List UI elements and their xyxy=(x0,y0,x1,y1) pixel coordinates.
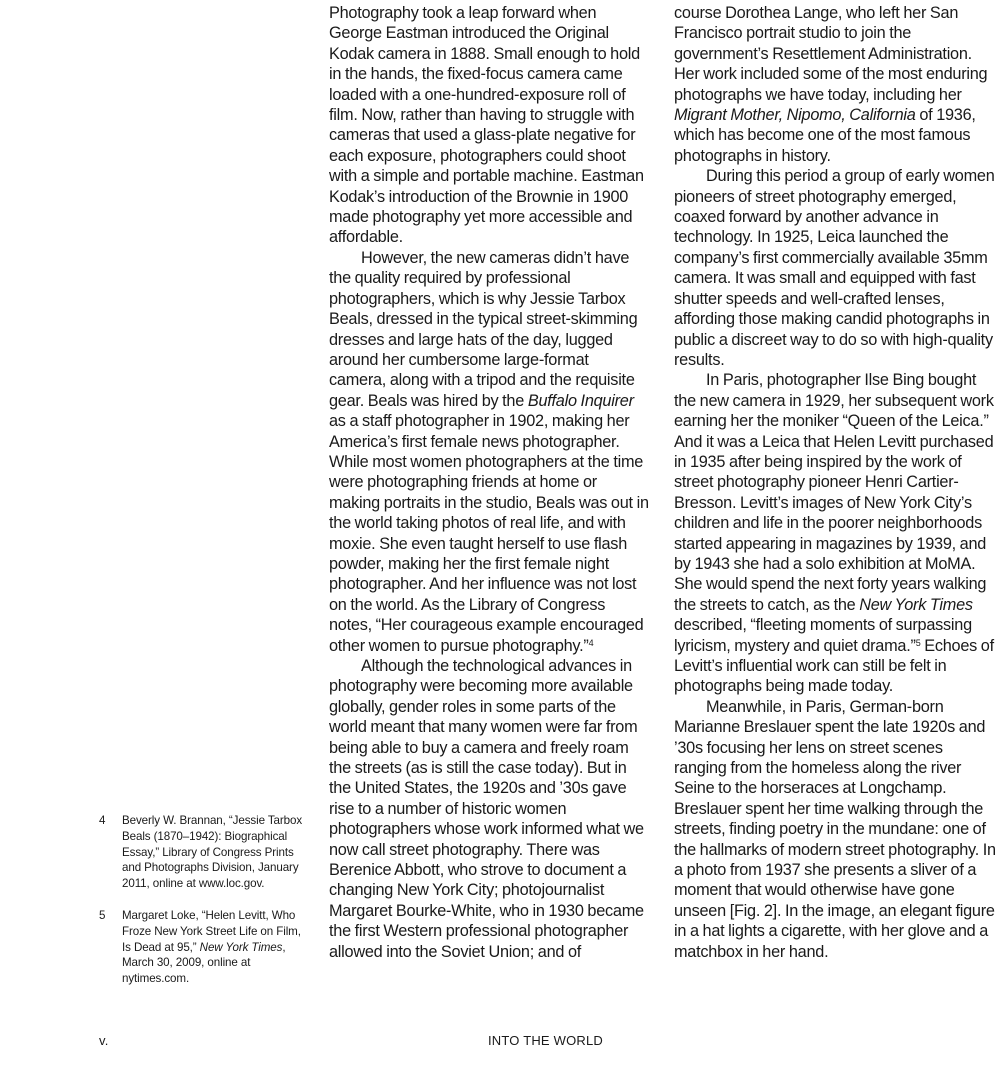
italic-title: Buffalo Inquirer xyxy=(527,391,634,410)
footnote xyxy=(99,908,304,987)
paragraph xyxy=(674,3,996,166)
paragraph xyxy=(329,3,649,248)
paragraph-text: described, “fleeting moments of surpassing lyricism, mystery and quiet drama.” xyxy=(674,616,972,655)
italic-title: New York Times xyxy=(859,595,973,614)
text-column-left xyxy=(329,3,649,962)
paragraph-text: During this period a group of early women pioneers of street photography emerged, coaxed forward by another advance in technology. In 1925, Leica launched the company’s first commercially available 35mm camera. It was small and equipped with fast shutter speeds and well-crafted lenses, affording those making candid photographs in public a discreet way to do so with high-quality results. xyxy=(674,167,995,369)
footnote-text: Margaret Loke, “Helen Levitt, Who Froze New York Street Life on Film, Is Dead at 95,” xyxy=(122,908,301,954)
paragraph xyxy=(674,697,996,962)
text-column-right xyxy=(674,3,996,962)
italic-title: New York Times xyxy=(199,940,283,954)
footnote-text: , March 30, 2009, online at nytimes.com. xyxy=(122,940,286,986)
footnotes xyxy=(99,813,304,1003)
paragraph xyxy=(674,370,996,697)
paragraph-text: Photography took a leap forward when George Eastman introduced the Original Kodak camera in 1888. Small enough to hold in the hands, the fixed-focus camera came loaded with a one-hundred-exposure roll of film. Now, rather than having to struggle with cameras that used a glass-plate negative for each exposure, photographers could shoot with a simple and portable machine. Eastman Kodak’s introduction of the Brownie in 1900 made photography yet more accessible and affordable. xyxy=(329,4,644,247)
running-title: INTO THE WORLD xyxy=(488,1033,603,1048)
paragraph-text: as a staff photographer in 1902, making her America’s first female news photographer. While most women photographers at the time were photographing friends at home or making portraits in the studio, Beals was out in the world taking photos of real life, and with moxie. She even taught herself to use flash powder, making her the first female night photographer. And her influence was not lost on the world. As the Library of Congress notes, “Her courageous example encouraged other women to pursue photography.” xyxy=(329,412,649,655)
footnote-reference[interactable]: 4 xyxy=(588,637,594,648)
footnote-number: 5 xyxy=(99,908,106,922)
paragraph-text: of 1936, which has become one of the most famous photographs in history. xyxy=(674,106,976,165)
paragraph xyxy=(329,656,649,962)
paragraph-text: course Dorothea Lange, who left her San Francisco portrait studio to join the government’s Resettlement Administration. Her work included some of the most enduring photographs we have today, including her xyxy=(674,4,988,104)
italic-title: Migrant Mother, Nipomo, California xyxy=(674,106,916,125)
footnote-reference[interactable]: 5 xyxy=(915,637,921,648)
footnote-number: 4 xyxy=(99,814,106,827)
paragraph-text: However, the new cameras didn’t have the quality required by professional photographers, which is why Jessie Tarbox Beals, dressed in the typical street-skimming dresses and large hats of the day, lugged around her cumbersome large-format camera, along with a tripod and the requisite gear. Beals was hired by the xyxy=(329,248,638,410)
footnote xyxy=(99,813,304,892)
paragraph xyxy=(674,166,996,370)
page-number: v. xyxy=(99,1033,109,1048)
footnote-text: Beverly W. Brannan, “Jessie Tarbox Beals (1870–1942): Biographical Essay,” Library of Congress Prints and Photographs Division, January 2011, online at www.loc.gov. xyxy=(122,814,303,891)
paragraph-text: Meanwhile, in Paris, German-born Marianne Breslauer spent the late 1920s and ’30s focusing her lens on street scenes ranging from the homeless along the river Seine to the horseraces at Longchamp. Breslauer spent her time walking through the streets, finding poetry in the mundane: one of the hallmarks of modern street photography. In a photo from 1937 she presents a sliver of a moment that would otherwise have gone unseen [Fig. 2]. In the image, an elegant figure in a hat lights a cigarette, with her glove and a matchbox in her hand. xyxy=(674,697,996,961)
paragraph xyxy=(329,248,649,656)
paragraph-text: In Paris, photographer Ilse Bing bought the new camera in 1929, her subsequent work earning her the moniker “Queen of the Leica.” And it was a Leica that Helen Levitt purchased in 1935 after being inspired by the work of street photography pioneer Henri Cartier-Bresson. Levitt’s images of New York City’s children and life in the poorer neighborhoods started appearing in magazines by 1939, and by 1943 she had a solo exhibition at MoMA. She would spend the next forty years walking the streets to catch, as the xyxy=(674,371,994,614)
paragraph-text: Although the technological advances in photography were becoming more available globally, gender roles in some parts of the world meant that many women were far from being able to buy a camera and freely roam the streets (as is still the case today). But in the United States, the 1920s and ’30s gave rise to a number of historic women photographers whose work informed what we now call street photography. There was Berenice Abbott, who strove to document a changing New York City; photojournalist Margaret Bourke-White, who in 1930 became the first Western professional photographer allowed into the Soviet Union; and of xyxy=(329,657,644,961)
paragraph-text: Echoes of Levitt’s influential work can still be felt in photographs being made today. xyxy=(674,636,994,696)
